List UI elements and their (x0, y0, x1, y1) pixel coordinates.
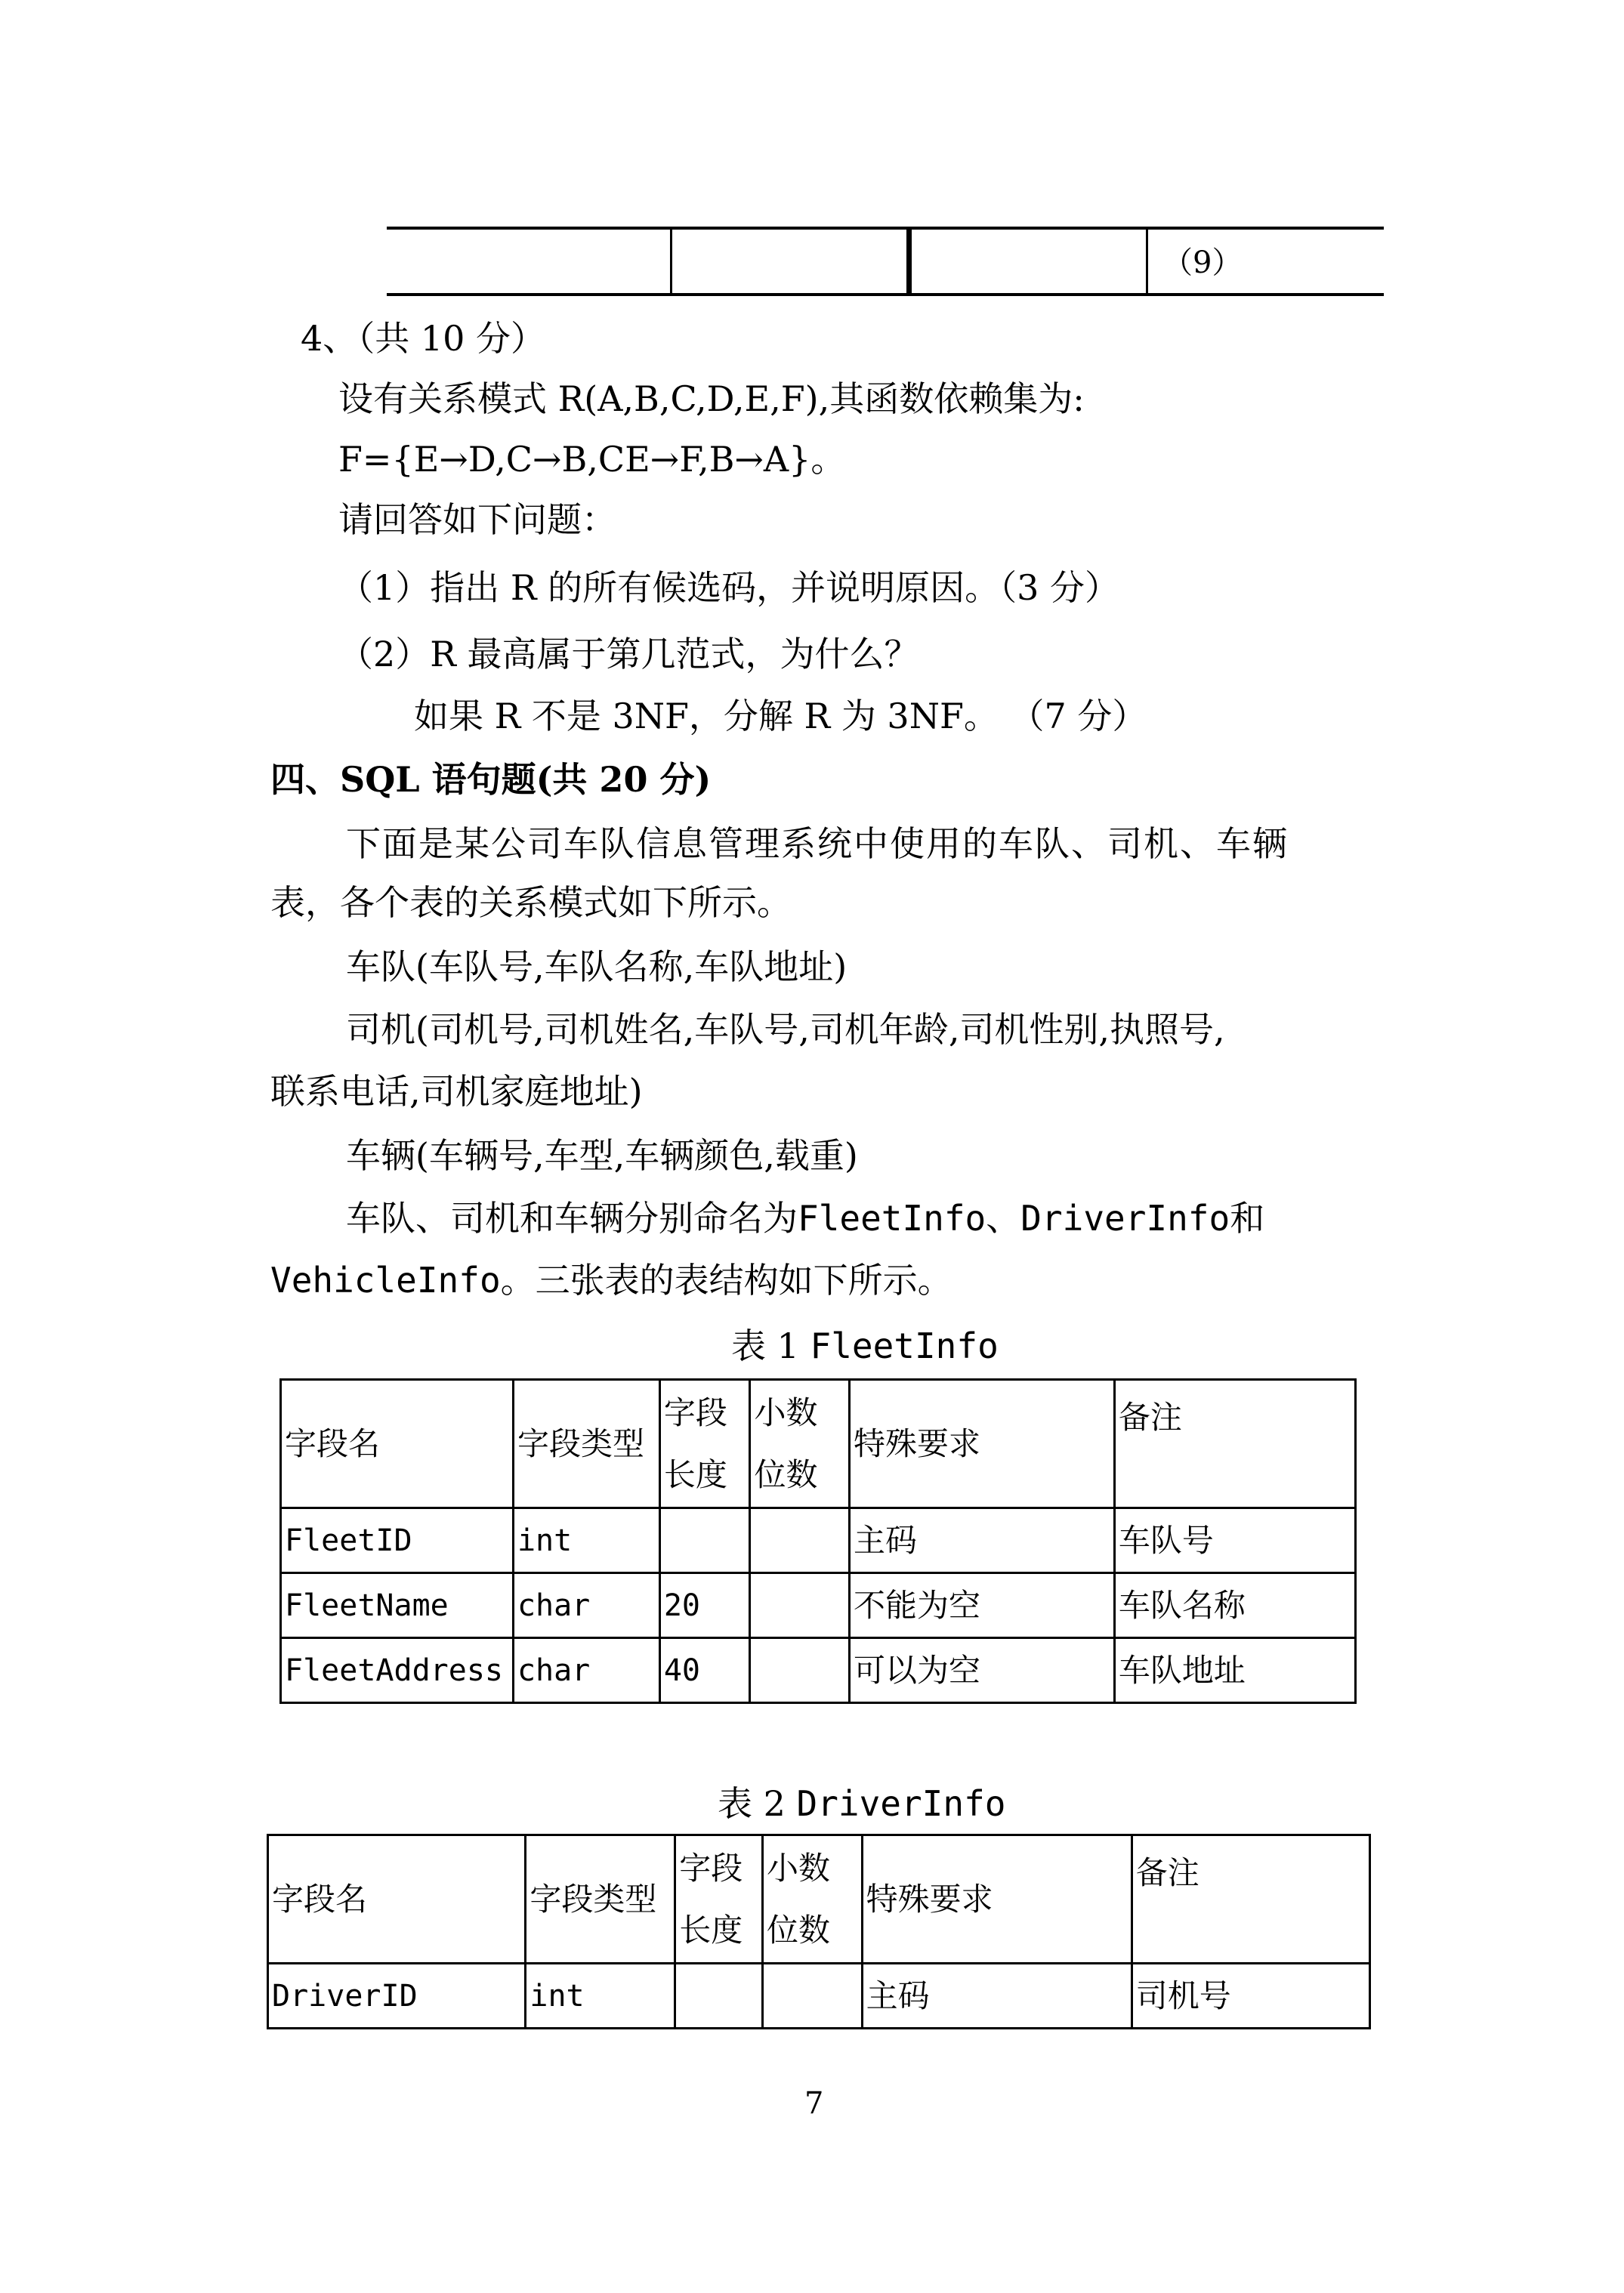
field-name-cell: DriverID (268, 1964, 526, 2029)
q4-heading: 4、（共 10 分） (301, 318, 546, 359)
q4-line3: 请回答如下问题： (338, 499, 616, 540)
schema-driver-cont: 联系电话,司机家庭地址) (270, 1071, 643, 1112)
caption-name: DriverInfo (796, 1783, 1006, 1824)
header-cell: 字段名 (281, 1380, 514, 1508)
table-row (281, 1638, 1356, 1703)
decimal-cell (750, 1638, 850, 1703)
caption-label: 表 2 (718, 1783, 797, 1824)
column-divider (670, 230, 672, 293)
decimal-cell (750, 1573, 850, 1638)
section4-heading (270, 757, 711, 802)
table1-caption (731, 1323, 999, 1369)
caption-name: FleetInfo (810, 1325, 999, 1366)
table-names-line2 (270, 1258, 952, 1303)
fleetinfo-table (279, 1378, 1357, 1704)
decimal-cell (762, 1964, 862, 2029)
field-length-cell (659, 1508, 750, 1573)
header-cell: 小数位数 (762, 1835, 862, 1964)
requirement-cell: 主码 (862, 1964, 1132, 2029)
driverinfo-table (267, 1834, 1371, 2029)
table-row (281, 1508, 1356, 1573)
header-cell: 字段长度 (659, 1380, 750, 1508)
header-cell: 字段类型 (526, 1835, 675, 1964)
header-cell: 特殊要求 (849, 1380, 1114, 1508)
q4-sub2: （2）R 最高属于第几范式，为什么？ (338, 634, 919, 674)
table-header-row (281, 1380, 1356, 1508)
code-run: DriverInfo (1020, 1198, 1230, 1239)
schema-fleet: 车队(车队号,车队名称,车队地址) (346, 946, 848, 987)
field-name-cell: FleetName (281, 1573, 514, 1638)
table-row (268, 1964, 1370, 2029)
remark-cell: 车队地址 (1114, 1638, 1355, 1703)
field-length-cell: 40 (659, 1638, 750, 1703)
field-type-cell: int (513, 1508, 659, 1573)
previous-table-last-row (387, 227, 1384, 296)
table-header-row (268, 1835, 1370, 1964)
schema-vehicle: 车辆(车辆号,车型,车辆颜色,载重) (346, 1135, 858, 1176)
text-run: 。三张表的表结构如下所示。 (500, 1260, 952, 1301)
remark-cell: 车队号 (1114, 1508, 1355, 1573)
heading-part: 题(共 20 分) (501, 759, 712, 800)
field-name-cell: FleetID (281, 1508, 514, 1573)
caption-label: 表 1 (731, 1325, 810, 1366)
heading-part: 四、SQL 语 (270, 759, 467, 800)
header-cell: 备注 (1114, 1380, 1355, 1508)
schema-driver: 司机(司机号,司机姓名,车队号,司机年龄,司机性别,执照号, (346, 1009, 1225, 1050)
requirement-cell: 不能为空 (849, 1573, 1114, 1638)
header-cell: 字段长度 (675, 1835, 763, 1964)
requirement-cell: 主码 (849, 1508, 1114, 1573)
decimal-cell (750, 1508, 850, 1573)
header-cell: 备注 (1132, 1835, 1369, 1964)
text-run: 车队、司机和车辆分别命名为 (346, 1198, 798, 1239)
header-cell: 小数位数 (750, 1380, 850, 1508)
field-length-cell: 20 (659, 1573, 750, 1638)
header-cell: 字段类型 (513, 1380, 659, 1508)
remark-cell: 司机号 (1132, 1964, 1369, 2029)
section4-para1-cont: 表，各个表的关系模式如下所示。 (270, 882, 792, 923)
answer-blank-9: （9） (1162, 245, 1243, 280)
table-row (281, 1573, 1356, 1638)
requirement-cell: 可以为空 (849, 1638, 1114, 1703)
column-divider (906, 230, 912, 293)
heading-part: 句 (466, 759, 502, 800)
field-length-cell (675, 1964, 763, 2029)
text-run: 、 (986, 1198, 1021, 1239)
header-cell: 字段名 (268, 1835, 526, 1964)
header-cell: 特殊要求 (862, 1835, 1132, 1964)
field-type-cell: int (526, 1964, 675, 2029)
column-divider (1146, 230, 1148, 293)
page-number: 7 (804, 2086, 824, 2121)
text-run: 和 (1230, 1198, 1265, 1239)
field-type-cell: char (513, 1573, 659, 1638)
code-run: VehicleInfo (270, 1260, 501, 1301)
q4-line1: 设有关系模式 R(A,B,C,D,E,F),其函数依赖集为: (338, 378, 1085, 419)
field-type-cell: char (513, 1638, 659, 1703)
table2-caption (718, 1781, 1005, 1826)
section4-para1: 下面是某公司车队信息管理系统中使用的车队、司机、车辆 (346, 823, 1289, 864)
q4-sub3: 如果 R 不是 3NF，分解 R 为 3NF。 （7 分） (414, 696, 1147, 736)
q4-line2: F={E→D,C→B,CE→F,B→A}。 (338, 439, 846, 480)
field-name-cell: FleetAddress (281, 1638, 514, 1703)
table-names-line1 (346, 1196, 1264, 1241)
remark-cell: 车队名称 (1114, 1573, 1355, 1638)
q4-sub1: （1）指出 R 的所有候选码，并说明原因。（3 分） (338, 567, 1120, 608)
code-run: FleetInfo (798, 1198, 986, 1239)
